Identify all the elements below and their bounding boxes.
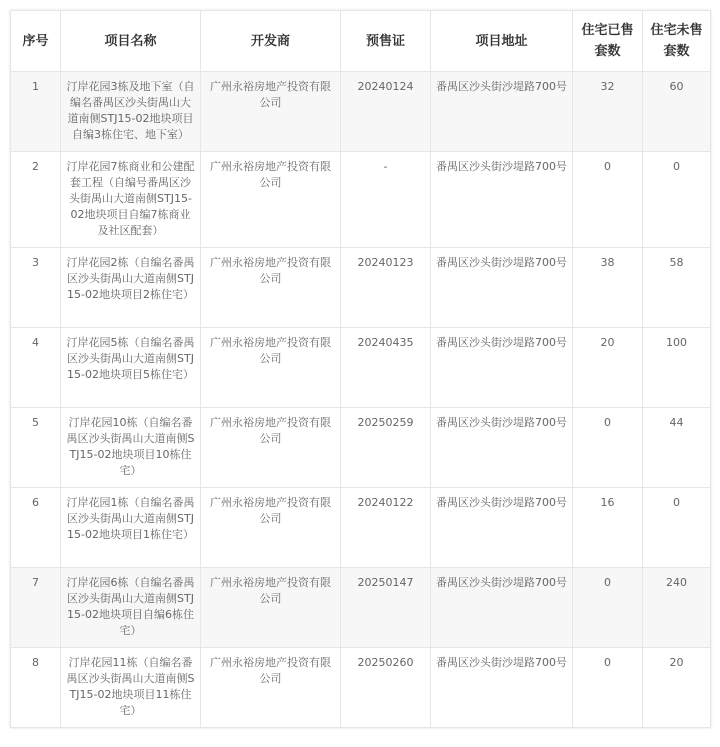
- header-col-developer: 开发商: [201, 11, 341, 72]
- table-row: [11, 248, 711, 328]
- cell-col-unsold: 20: [643, 648, 711, 728]
- header-col-sold: 住宅已售套数: [573, 11, 643, 72]
- cell-col-presale-cert: 20240124: [341, 72, 431, 152]
- cell-col-project-name: 汀岸花园10栋（自编名番禺区沙头街禺山大道南侧STJ15-02地块项目10栋住宅）: [61, 408, 201, 488]
- table-row: [11, 328, 711, 408]
- cell-col-project-name: 汀岸花园7栋商业和公建配套工程（自编号番禺区沙头街禺山大道南侧STJ15-02地块项目自编7栋商业及社区配套）: [61, 152, 201, 248]
- cell-col-presale-cert: 20240122: [341, 488, 431, 568]
- cell-col-unsold: 240: [643, 568, 711, 648]
- header-col-index: 序号: [11, 11, 61, 72]
- cell-col-unsold: 100: [643, 328, 711, 408]
- table-row: [11, 648, 711, 728]
- cell-col-presale-cert: 20250259: [341, 408, 431, 488]
- cell-col-index: 7: [11, 568, 61, 648]
- cell-col-address: 番禺区沙头街沙堤路700号: [431, 488, 573, 568]
- cell-col-unsold: 60: [643, 72, 711, 152]
- cell-col-project-name: 汀岸花园6栋（自编名番禺区沙头街禺山大道南侧STJ15-02地块项目自编6栋住宅）: [61, 568, 201, 648]
- cell-col-developer: 广州永裕房地产投资有限公司: [201, 408, 341, 488]
- cell-col-sold: 20: [573, 328, 643, 408]
- cell-col-project-name: 汀岸花园2栋（自编名番禺区沙头街禺山大道南侧STJ15-02地块项目2栋住宅）: [61, 248, 201, 328]
- table-row: [11, 72, 711, 152]
- cell-col-presale-cert: 20250147: [341, 568, 431, 648]
- cell-col-sold: 32: [573, 72, 643, 152]
- header-row: [11, 11, 711, 72]
- cell-col-address: 番禺区沙头街沙堤路700号: [431, 72, 573, 152]
- cell-col-unsold: 0: [643, 488, 711, 568]
- header-col-presale-cert: 预售证: [341, 11, 431, 72]
- cell-col-index: 6: [11, 488, 61, 568]
- cell-col-developer: 广州永裕房地产投资有限公司: [201, 648, 341, 728]
- header-col-project-name: 项目名称: [61, 11, 201, 72]
- cell-col-address: 番禺区沙头街沙堤路700号: [431, 568, 573, 648]
- cell-col-sold: 16: [573, 488, 643, 568]
- presale-table: [10, 10, 711, 728]
- cell-col-developer: 广州永裕房地产投资有限公司: [201, 72, 341, 152]
- cell-col-project-name: 汀岸花园3栋及地下室（自编名番禺区沙头街禺山大道南侧STJ15-02地块项目自编3栋住宅、地下室）: [61, 72, 201, 152]
- cell-col-unsold: 44: [643, 408, 711, 488]
- cell-col-project-name: 汀岸花园5栋（自编名番禺区沙头街禺山大道南侧STJ15-02地块项目5栋住宅）: [61, 328, 201, 408]
- cell-col-developer: 广州永裕房地产投资有限公司: [201, 488, 341, 568]
- cell-col-sold: 0: [573, 152, 643, 248]
- cell-col-unsold: 0: [643, 152, 711, 248]
- cell-col-sold: 38: [573, 248, 643, 328]
- cell-col-unsold: 58: [643, 248, 711, 328]
- cell-col-sold: 0: [573, 648, 643, 728]
- table-row: [11, 568, 711, 648]
- cell-col-index: 8: [11, 648, 61, 728]
- cell-col-project-name: 汀岸花园11栋（自编名番禺区沙头街禺山大道南侧STJ15-02地块项目11栋住宅）: [61, 648, 201, 728]
- cell-col-presale-cert: -: [341, 152, 431, 248]
- cell-col-sold: 0: [573, 568, 643, 648]
- cell-col-developer: 广州永裕房地产投资有限公司: [201, 568, 341, 648]
- cell-col-sold: 0: [573, 408, 643, 488]
- cell-col-developer: 广州永裕房地产投资有限公司: [201, 248, 341, 328]
- table-row: [11, 408, 711, 488]
- cell-col-address: 番禺区沙头街沙堤路700号: [431, 328, 573, 408]
- cell-col-index: 5: [11, 408, 61, 488]
- cell-col-index: 2: [11, 152, 61, 248]
- cell-col-presale-cert: 20250260: [341, 648, 431, 728]
- cell-col-developer: 广州永裕房地产投资有限公司: [201, 152, 341, 248]
- cell-col-index: 3: [11, 248, 61, 328]
- cell-col-index: 1: [11, 72, 61, 152]
- cell-col-index: 4: [11, 328, 61, 408]
- cell-col-address: 番禺区沙头街沙堤路700号: [431, 648, 573, 728]
- table-row: [11, 152, 711, 248]
- table-row: [11, 488, 711, 568]
- cell-col-presale-cert: 20240435: [341, 328, 431, 408]
- cell-col-address: 番禺区沙头街沙堤路700号: [431, 408, 573, 488]
- cell-col-presale-cert: 20240123: [341, 248, 431, 328]
- cell-col-address: 番禺区沙头街沙堤路700号: [431, 152, 573, 248]
- cell-col-developer: 广州永裕房地产投资有限公司: [201, 328, 341, 408]
- cell-col-address: 番禺区沙头街沙堤路700号: [431, 248, 573, 328]
- header-col-unsold: 住宅未售套数: [643, 11, 711, 72]
- cell-col-project-name: 汀岸花园1栋（自编名番禺区沙头街禺山大道南侧STJ15-02地块项目1栋住宅）: [61, 488, 201, 568]
- header-col-address: 项目地址: [431, 11, 573, 72]
